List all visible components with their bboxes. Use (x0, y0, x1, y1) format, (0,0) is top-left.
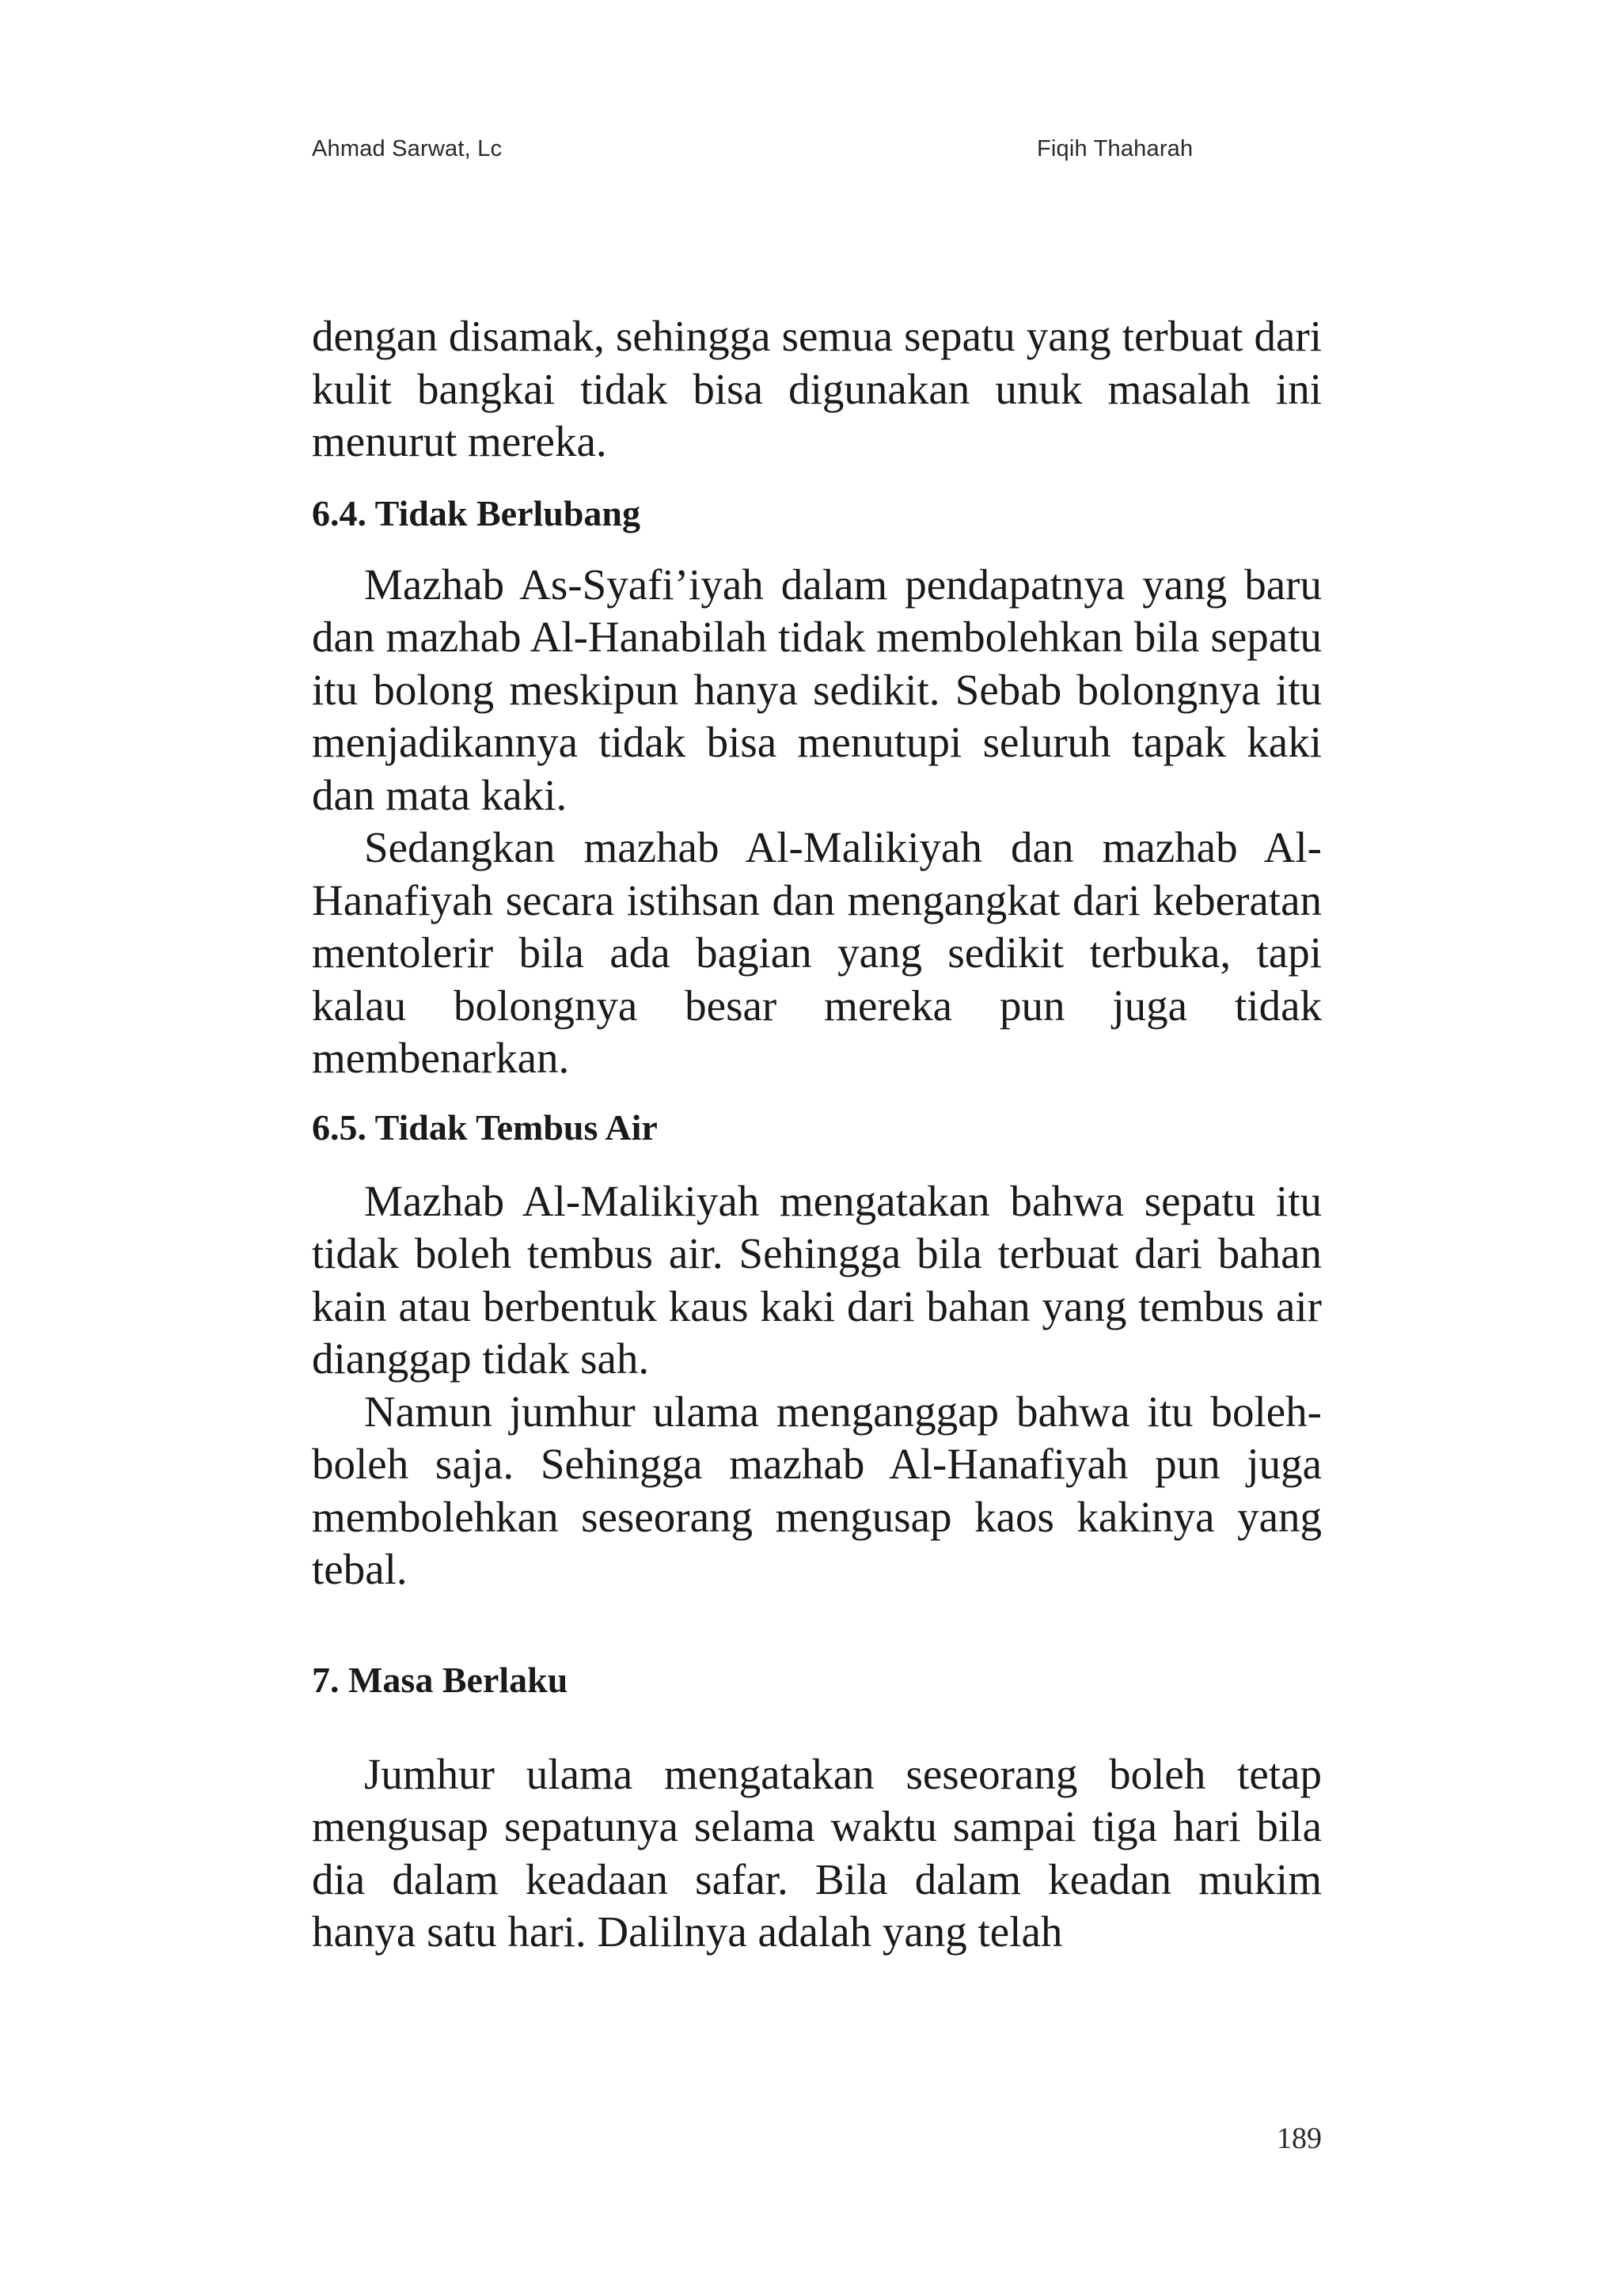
paragraph-6-4-1: Mazhab As-Syafi’iyah dalam pendapatnya yang baru dan mazhab Al-Hanabilah tidak membolehkan bila sepatu itu bolong meskipun hanya sedikit. Sebab bolongnya itu menjadikannya tidak bisa menutupi seluruh tapak kaki dan mata kaki. (312, 560, 1322, 819)
running-header-book-title: Fiqih Thaharah (1037, 136, 1194, 161)
intro-paragraph: dengan disamak, sehingga semua sepatu yang terbuat dari kulit bangkai tidak bisa digunakan unuk masalah ini menurut mereka. (312, 312, 1322, 465)
section-heading-6-5: 6.5. Tidak Tembus Air (312, 1106, 658, 1148)
paragraph-6-5-2: Namun jumhur ulama menganggap bahwa itu boleh-boleh saja. Sehingga mazhab Al-Hanafiyah pun juga membolehkan seseorang mengusap kaos kakinya yang tebal. (312, 1387, 1322, 1593)
section-heading-7: 7. Masa Berlaku (312, 1659, 568, 1700)
page-number: 189 (1277, 2122, 1322, 2155)
running-header-author: Ahmad Sarwat, Lc (312, 136, 503, 161)
paragraph-6-5-1: Mazhab Al-Malikiyah mengatakan bahwa sepatu itu tidak boleh tembus air. Sehingga bila terbuat dari bahan kain atau berbentuk kaus kaki dari bahan yang tembus air dianggap tidak sah. (312, 1176, 1322, 1383)
page-body (312, 310, 1322, 1959)
paragraph-7-1: Jumhur ulama mengatakan seseorang boleh tetap mengusap sepatunya selama waktu sampai tiga hari bila dia dalam keadaan safar. Bila dalam keadan mukim hanya satu hari. Dalilnya adalah yang telah (312, 1749, 1322, 1956)
section-heading-6-4: 6.4. Tidak Berlubang (312, 492, 641, 533)
paragraph-6-4-2: Sedangkan mazhab Al-Malikiyah dan mazhab Al-Hanafiyah secara istihsan dan mengangkat dari keberatan mentolerir bila ada bagian yang sedikit terbuka, tapi kalau bolongnya besar mereka pun juga tidak membenarkan. (312, 823, 1322, 1082)
